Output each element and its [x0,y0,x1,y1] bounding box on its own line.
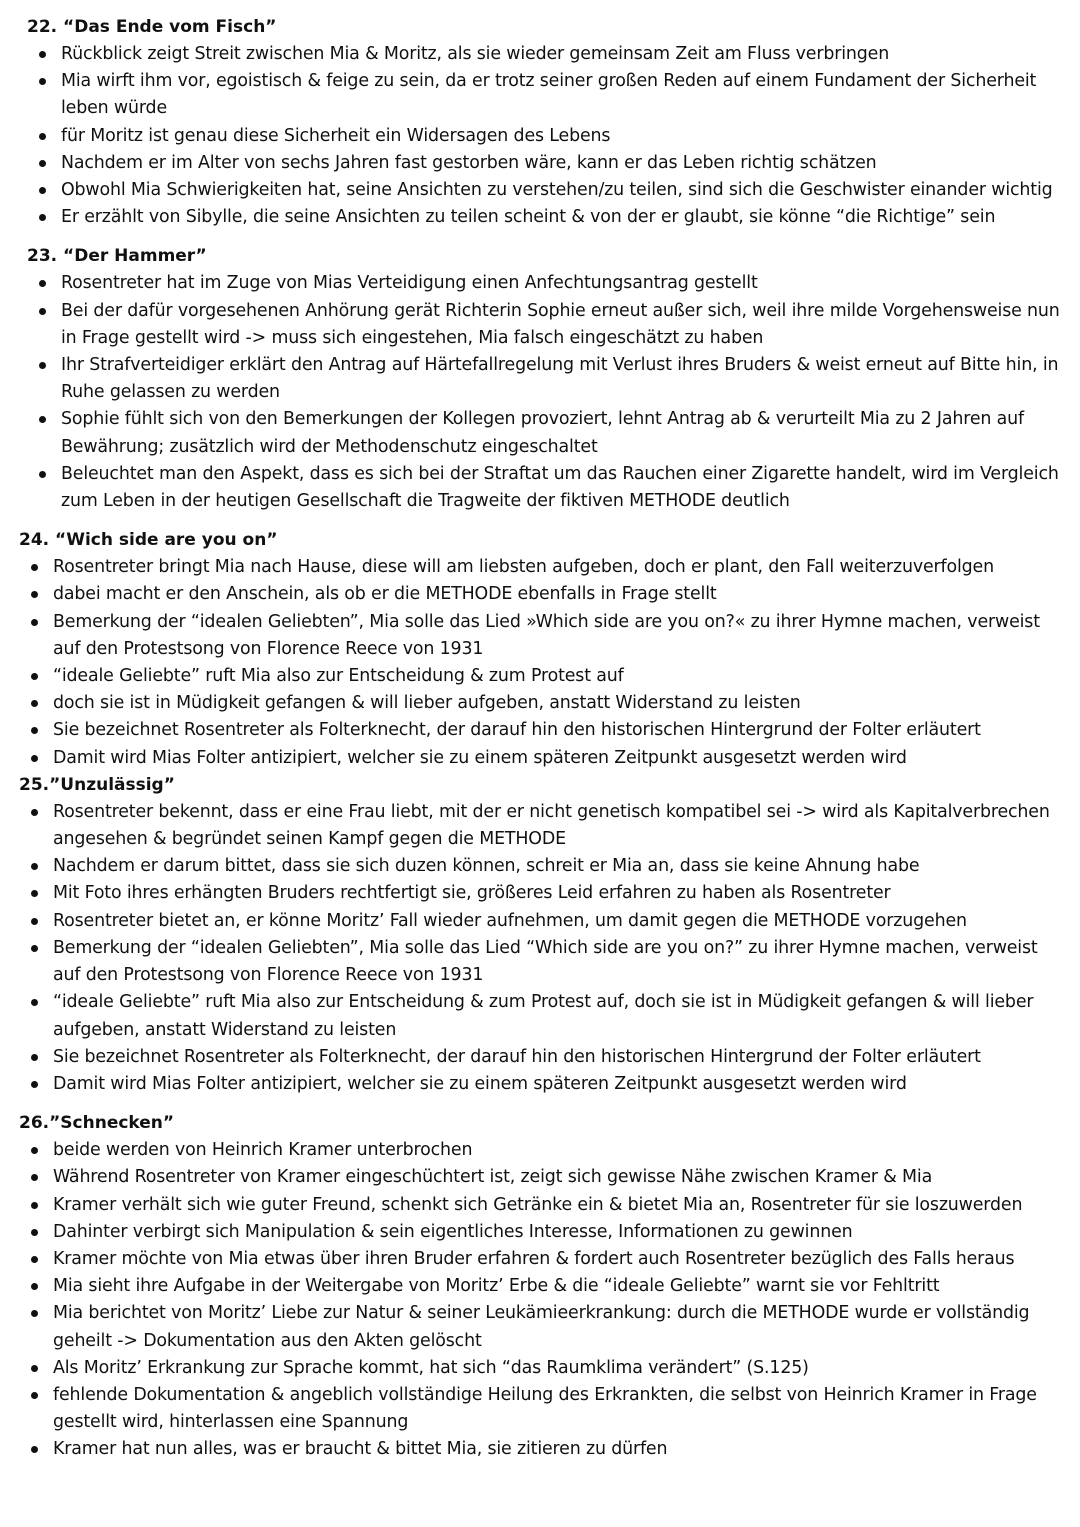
list-item: dabei macht er den Anschein, als ob er die METHODE ebenfalls in Frage stellt [19,581,1062,608]
bullet-list [19,1137,1062,1463]
list-item: Kramer hat nun alles, was er braucht & bittet Mia, sie zitieren zu dürfen [19,1436,1062,1463]
list-item: Bei der dafür vorgesehenen Anhörung gerät Richterin Sophie erneut außer sich, weil ihre milde Vorgehensweise nun in Frage gestellt wird -> muss sich eingestehen, Mia falsch eingeschätzt zu haben [27,298,1060,352]
list-item: Mia sieht ihre Aufgabe in der Weitergabe von Moritz’ Erbe & die “ideale Geliebte” warnt sie vor Fehltritt [19,1273,1062,1300]
bullet-list [19,554,1062,772]
list-item: Kramer verhält sich wie guter Freund, schenkt sich Getränke ein & bietet Mia an, Rosentreter für sie loszuwerden [19,1192,1062,1219]
list-item: Damit wird Mias Folter antizipiert, welcher sie zu einem späteren Zeitpunkt ausgesetzt werden wird [19,745,1062,772]
list-item: Ihr Strafverteidiger erklärt den Antrag auf Härtefallregelung mit Verlust ihres Bruders & weist erneut auf Bitte hin, in Ruhe gelassen zu werden [27,352,1060,406]
section-heading: 23. “Der Hammer” [27,246,207,267]
list-item: beide werden von Heinrich Kramer unterbrochen [19,1137,1062,1164]
list-item: Rosentreter bringt Mia nach Hause, diese will am liebsten aufgeben, doch er plant, den Fall weiterzuverfolgen [19,554,1062,581]
list-item: Damit wird Mias Folter antizipiert, welcher sie zu einem späteren Zeitpunkt ausgesetzt werden wird [19,1071,1062,1098]
list-item: Kramer möchte von Mia etwas über ihren Bruder erfahren & fordert auch Rosentreter bezüglich des Falls heraus [19,1246,1062,1273]
list-item: Obwohl Mia Schwierigkeiten hat, seine Ansichten zu verstehen/zu teilen, sind sich die Geschwister einander wichtig [27,177,1060,204]
list-item: Mia berichtet von Moritz’ Liebe zur Natur & seiner Leukämieerkrankung: durch die METHODE wurde er vollständig geheilt -> Dokumentation aus den Akten gelöscht [19,1300,1062,1354]
list-item: Als Moritz’ Erkrankung zur Sprache kommt, hat sich “das Raumklima verändert” (S.125) [19,1355,1062,1382]
list-item: Sie bezeichnet Rosentreter als Folterknecht, der darauf hin den historischen Hintergrund der Folter erläutert [19,717,1062,744]
section-25 [0,772,1080,1098]
list-item: Er erzählt von Sibylle, die seine Ansichten zu teilen scheint & von der er glaubt, sie könne “die Richtige” sein [27,204,1060,231]
list-item: Sie bezeichnet Rosentreter als Folterknecht, der darauf hin den historischen Hintergrund der Folter erläutert [19,1044,1062,1071]
list-item: Dahinter verbirgt sich Manipulation & sein eigentliches Interesse, Informationen zu gewinnen [19,1219,1062,1246]
list-item: Mia wirft ihm vor, egoistisch & feige zu sein, da er trotz seiner großen Reden auf einem Fundament der Sicherheit leben würde [27,68,1060,122]
list-item: Mit Foto ihres erhängten Bruders rechtfertigt sie, größeres Leid erfahren zu haben als Rosentreter [19,880,1062,907]
list-item: “ideale Geliebte” ruft Mia also zur Entscheidung & zum Protest auf [19,663,1062,690]
section-heading: 26.”Schnecken” [19,1113,175,1134]
section-24 [0,527,1080,772]
list-item: Sophie fühlt sich von den Bemerkungen der Kollegen provoziert, lehnt Antrag ab & verurteilt Mia zu 2 Jahren auf Bewährung; zusätzlich wird der Methodenschutz eingeschaltet [27,406,1060,460]
list-item: Rosentreter bietet an, er könne Moritz’ Fall wieder aufnehmen, um damit gegen die METHODE vorzugehen [19,908,1062,935]
list-item: Beleuchtet man den Aspekt, dass es sich bei der Straftat um das Rauchen einer Zigarette handelt, wird im Vergleich zum Leben in der heutigen Gesellschaft die Tragweite der fiktiven METHODE deutlich [27,461,1060,515]
bullet-list [19,799,1062,1098]
list-item: Rosentreter hat im Zuge von Mias Verteidigung einen Anfechtungsantrag gestellt [27,270,1060,297]
list-item: doch sie ist in Müdigkeit gefangen & will lieber aufgeben, anstatt Widerstand zu leisten [19,690,1062,717]
list-item: Bemerkung der “idealen Geliebten”, Mia solle das Lied “Which side are you on?” zu ihrer Hymne machen, verweist auf den Protestsong von Florence Reece von 1931 [19,935,1062,989]
list-item: Nachdem er im Alter von sechs Jahren fast gestorben wäre, kann er das Leben richtig schätzen [27,150,1060,177]
section-heading: 25.”Unzulässig” [19,774,175,795]
bullet-list [27,270,1060,515]
list-item: Rosentreter bekennt, dass er eine Frau liebt, mit der er nicht genetisch kompatibel sei -> wird als Kapitalverbrechen angesehen & begründet seinen Kampf gegen die METHODE [19,799,1062,853]
section-heading: 22. “Das Ende vom Fisch” [27,17,277,37]
list-item: Bemerkung der “idealen Geliebten”, Mia solle das Lied »Which side are you on?« zu ihrer Hymne machen, verweist auf den Protestsong von Florence Reece von 1931 [19,609,1062,663]
section-22 [0,14,1080,231]
bullet-list [27,41,1060,231]
section-26 [0,1110,1080,1463]
list-item: fehlende Dokumentation & angeblich vollständige Heilung des Erkrankten, die selbst von Heinrich Kramer in Frage gestellt wird, hinterlassen eine Spannung [19,1382,1062,1436]
list-item: für Moritz ist genau diese Sicherheit ein Widersagen des Lebens [27,123,1060,150]
list-item: Rückblick zeigt Streit zwischen Mia & Moritz, als sie wieder gemeinsam Zeit am Fluss verbringen [27,41,1060,68]
section-23 [0,243,1080,515]
list-item: Während Rosentreter von Kramer eingeschüchtert ist, zeigt sich gewisse Nähe zwischen Kramer & Mia [19,1164,1062,1191]
list-item: “ideale Geliebte” ruft Mia also zur Entscheidung & zum Protest auf, doch sie ist in Müdigkeit gefangen & will lieber aufgeben, anstatt Widerstand zu leisten [19,989,1062,1043]
section-heading: 24. “Wich side are you on” [19,530,278,551]
list-item: Nachdem er darum bittet, dass sie sich duzen können, schreit er Mia an, dass sie keine Ahnung habe [19,853,1062,880]
